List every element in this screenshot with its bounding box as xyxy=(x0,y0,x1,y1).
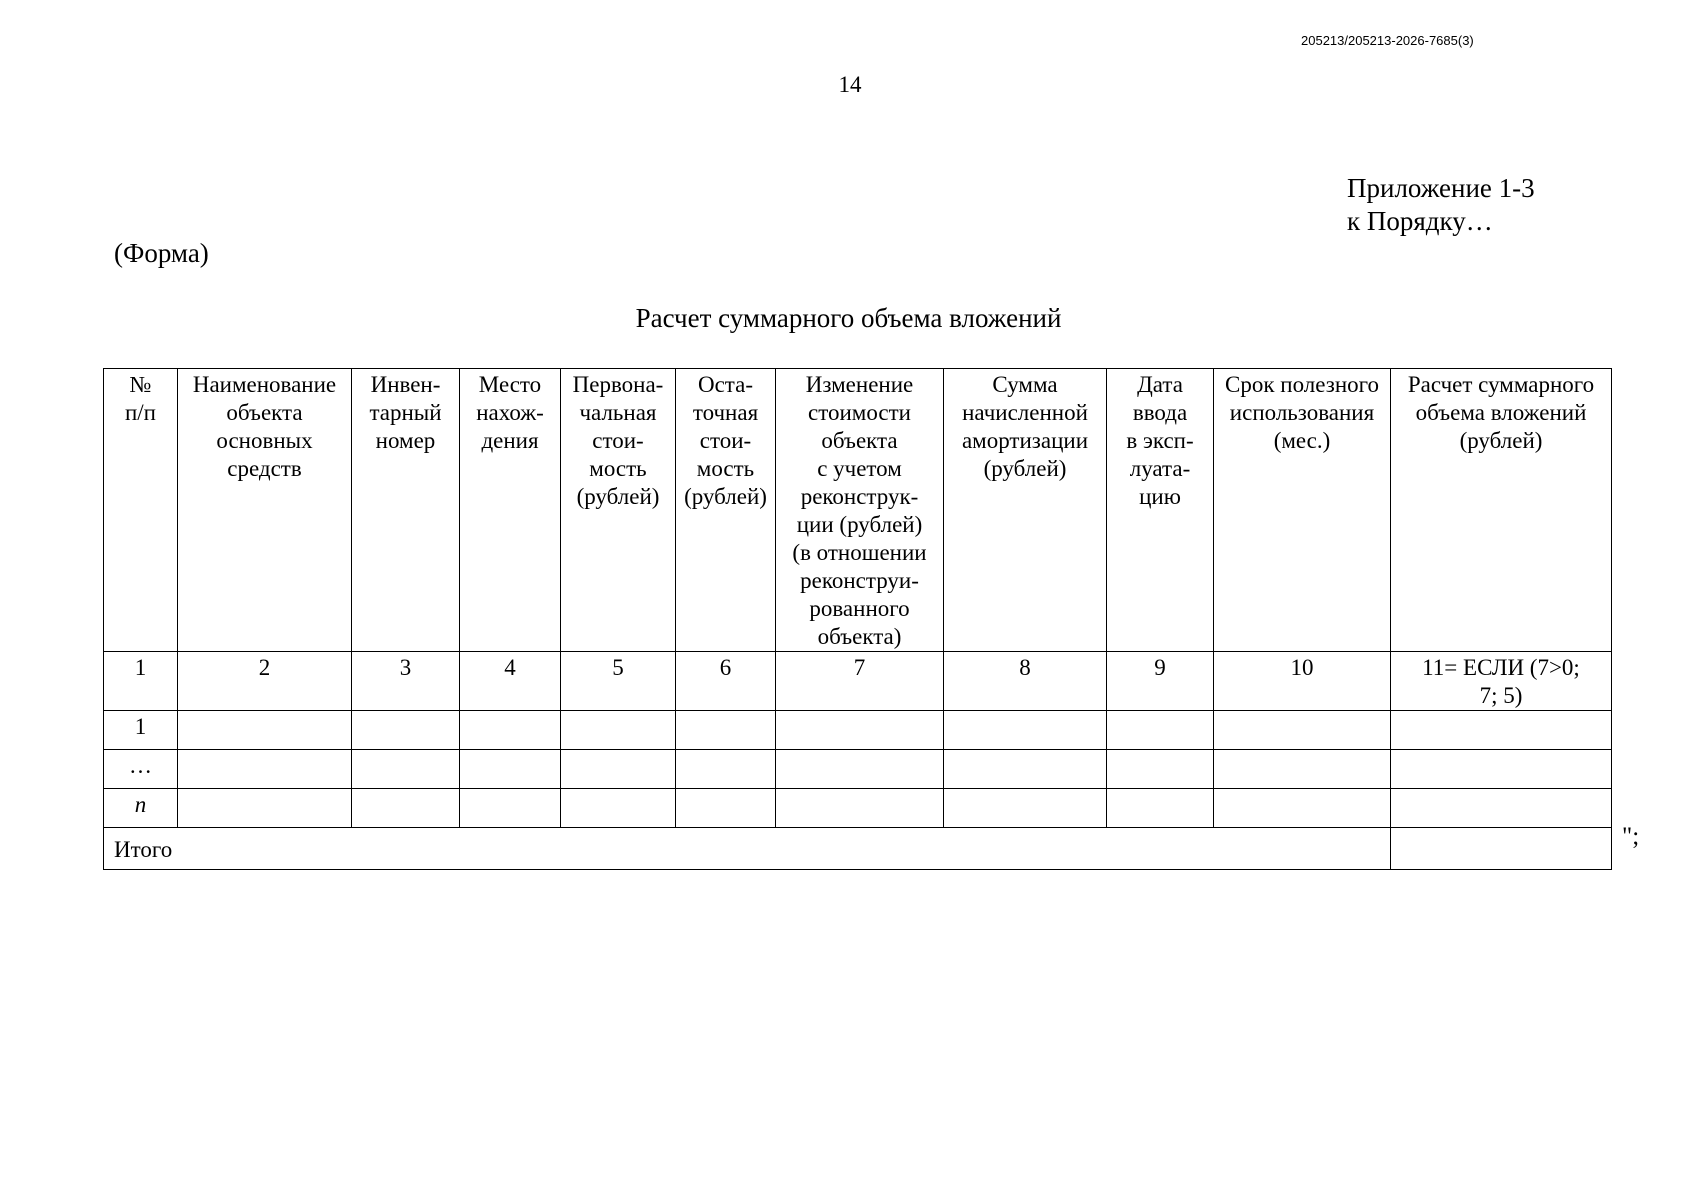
total-value-cell xyxy=(1391,828,1612,870)
table-cell xyxy=(352,711,460,750)
header-line: тарный xyxy=(369,400,442,425)
header-line: рованного xyxy=(809,596,910,621)
header-line: дения xyxy=(481,428,539,453)
table-cell xyxy=(1391,711,1612,750)
table-cell xyxy=(944,750,1107,789)
total-row xyxy=(104,828,1612,870)
header-line: (рублей) xyxy=(576,484,660,509)
table-cell xyxy=(561,750,676,789)
document-code: 205213/205213-2026-7685(3) xyxy=(1301,33,1474,48)
header-line: основных xyxy=(216,428,313,453)
table-cell xyxy=(944,711,1107,750)
table-cell xyxy=(178,789,352,828)
header-cell xyxy=(1107,369,1214,652)
document-title: Расчет суммарного объема вложений xyxy=(635,303,1062,333)
header-line: Наименование xyxy=(192,372,337,397)
header-line: луата- xyxy=(1129,456,1191,481)
header-line: цию xyxy=(1139,484,1181,509)
index-cell: 5 xyxy=(561,652,676,711)
header-line: реконструк- xyxy=(800,484,919,509)
header-row xyxy=(104,369,1612,652)
header-line: Сумма xyxy=(992,372,1058,397)
header-line: ввода xyxy=(1132,400,1188,425)
header-line: Расчет суммарного xyxy=(1407,372,1595,397)
table-cell xyxy=(561,789,676,828)
calculation-table xyxy=(103,368,1612,870)
header-cell xyxy=(352,369,460,652)
appendix-line-1: Приложение 1-3 xyxy=(1347,173,1535,203)
row-number-cell: … xyxy=(104,750,178,789)
index-cell: 1 xyxy=(104,652,178,711)
page-number: 14 xyxy=(838,72,862,97)
table-cell xyxy=(352,789,460,828)
table-cell xyxy=(1214,711,1391,750)
appendix-reference xyxy=(1347,172,1535,238)
header-line: средств xyxy=(227,456,302,481)
header-line: в эксп- xyxy=(1126,428,1194,453)
header-line: Место xyxy=(478,372,542,397)
table-cell xyxy=(460,711,561,750)
appendix-line-2: к Порядку… xyxy=(1347,206,1493,236)
formula-line-1: 11= ЕСЛИ (7>0; xyxy=(1422,655,1580,680)
table-cell xyxy=(1391,789,1612,828)
table-cell xyxy=(352,750,460,789)
header-cell xyxy=(944,369,1107,652)
header-line: объекта) xyxy=(817,624,902,649)
index-cell: 9 xyxy=(1107,652,1214,711)
header-line: Изменение xyxy=(805,372,914,397)
header-line: мость xyxy=(589,456,647,481)
header-line: Инвен- xyxy=(370,372,441,397)
header-line: с учетом xyxy=(817,456,902,481)
table-cell xyxy=(561,711,676,750)
formula-line-2: 7; 5) xyxy=(1479,683,1523,708)
row-number-cell: 1 xyxy=(104,711,178,750)
header-line: стои- xyxy=(699,428,752,453)
index-cell: 6 xyxy=(676,652,776,711)
table-row xyxy=(104,789,1612,828)
index-cell: 7 xyxy=(776,652,944,711)
header-cell xyxy=(1391,369,1612,652)
header-line: п/п xyxy=(124,400,156,425)
table-cell xyxy=(1107,711,1214,750)
row-number-cell: n xyxy=(104,789,178,828)
table-cell xyxy=(178,711,352,750)
index-cell: 3 xyxy=(352,652,460,711)
header-line: стоимости xyxy=(808,400,911,425)
index-cell: 4 xyxy=(460,652,561,711)
table-row xyxy=(104,750,1612,789)
header-line: реконструи- xyxy=(800,568,919,593)
table-cell xyxy=(676,711,776,750)
header-line: нахож- xyxy=(476,400,544,425)
form-label: (Форма) xyxy=(114,238,209,268)
table-cell xyxy=(460,789,561,828)
header-line: точная xyxy=(692,400,759,425)
header-cell xyxy=(460,369,561,652)
header-line: использования xyxy=(1229,400,1375,425)
header-line: Первона- xyxy=(572,372,664,397)
header-cell xyxy=(1214,369,1391,652)
header-line: мость xyxy=(696,456,755,481)
table-row xyxy=(104,711,1612,750)
header-line: чальная xyxy=(579,400,657,425)
header-line: объекта xyxy=(226,400,303,425)
header-cell xyxy=(104,369,178,652)
table-cell xyxy=(1391,750,1612,789)
header-line: объема вложений xyxy=(1415,400,1587,425)
table-cell xyxy=(178,750,352,789)
index-cell: 8 xyxy=(944,652,1107,711)
header-line: (рублей) xyxy=(983,456,1067,481)
header-line: начисленной xyxy=(962,400,1088,425)
header-cell xyxy=(561,369,676,652)
header-line: (в отношении xyxy=(792,540,927,565)
table-cell xyxy=(676,789,776,828)
table-cell xyxy=(776,750,944,789)
table-cell xyxy=(944,789,1107,828)
header-line: (рублей) xyxy=(1459,428,1543,453)
header-line: объекта xyxy=(821,428,898,453)
total-label: Итого xyxy=(104,828,1391,870)
index-cell: 10 xyxy=(1214,652,1391,711)
header-line: Срок полезного xyxy=(1225,372,1379,397)
table-cell xyxy=(1214,789,1391,828)
header-cell xyxy=(776,369,944,652)
header-line: № xyxy=(129,372,152,397)
header-line: стои- xyxy=(592,428,644,453)
header-cell xyxy=(676,369,776,652)
header-cell xyxy=(178,369,352,652)
header-line: ции (рублей) xyxy=(796,512,923,537)
column-index-row xyxy=(104,652,1612,711)
header-line: Дата xyxy=(1137,372,1183,397)
table-cell xyxy=(776,789,944,828)
table-cell xyxy=(460,750,561,789)
header-line: амортизации xyxy=(961,428,1089,453)
closing-quote: "; xyxy=(1622,823,1640,850)
table-cell xyxy=(776,711,944,750)
header-line: номер xyxy=(375,428,436,453)
index-cell: 2 xyxy=(178,652,352,711)
table-cell xyxy=(1107,750,1214,789)
header-line: Оста- xyxy=(697,372,754,397)
table-cell xyxy=(676,750,776,789)
table-cell xyxy=(1214,750,1391,789)
header-line: (мес.) xyxy=(1273,428,1331,453)
index-cell-formula xyxy=(1391,652,1612,711)
header-line: (рублей) xyxy=(684,484,767,509)
table-cell xyxy=(1107,789,1214,828)
